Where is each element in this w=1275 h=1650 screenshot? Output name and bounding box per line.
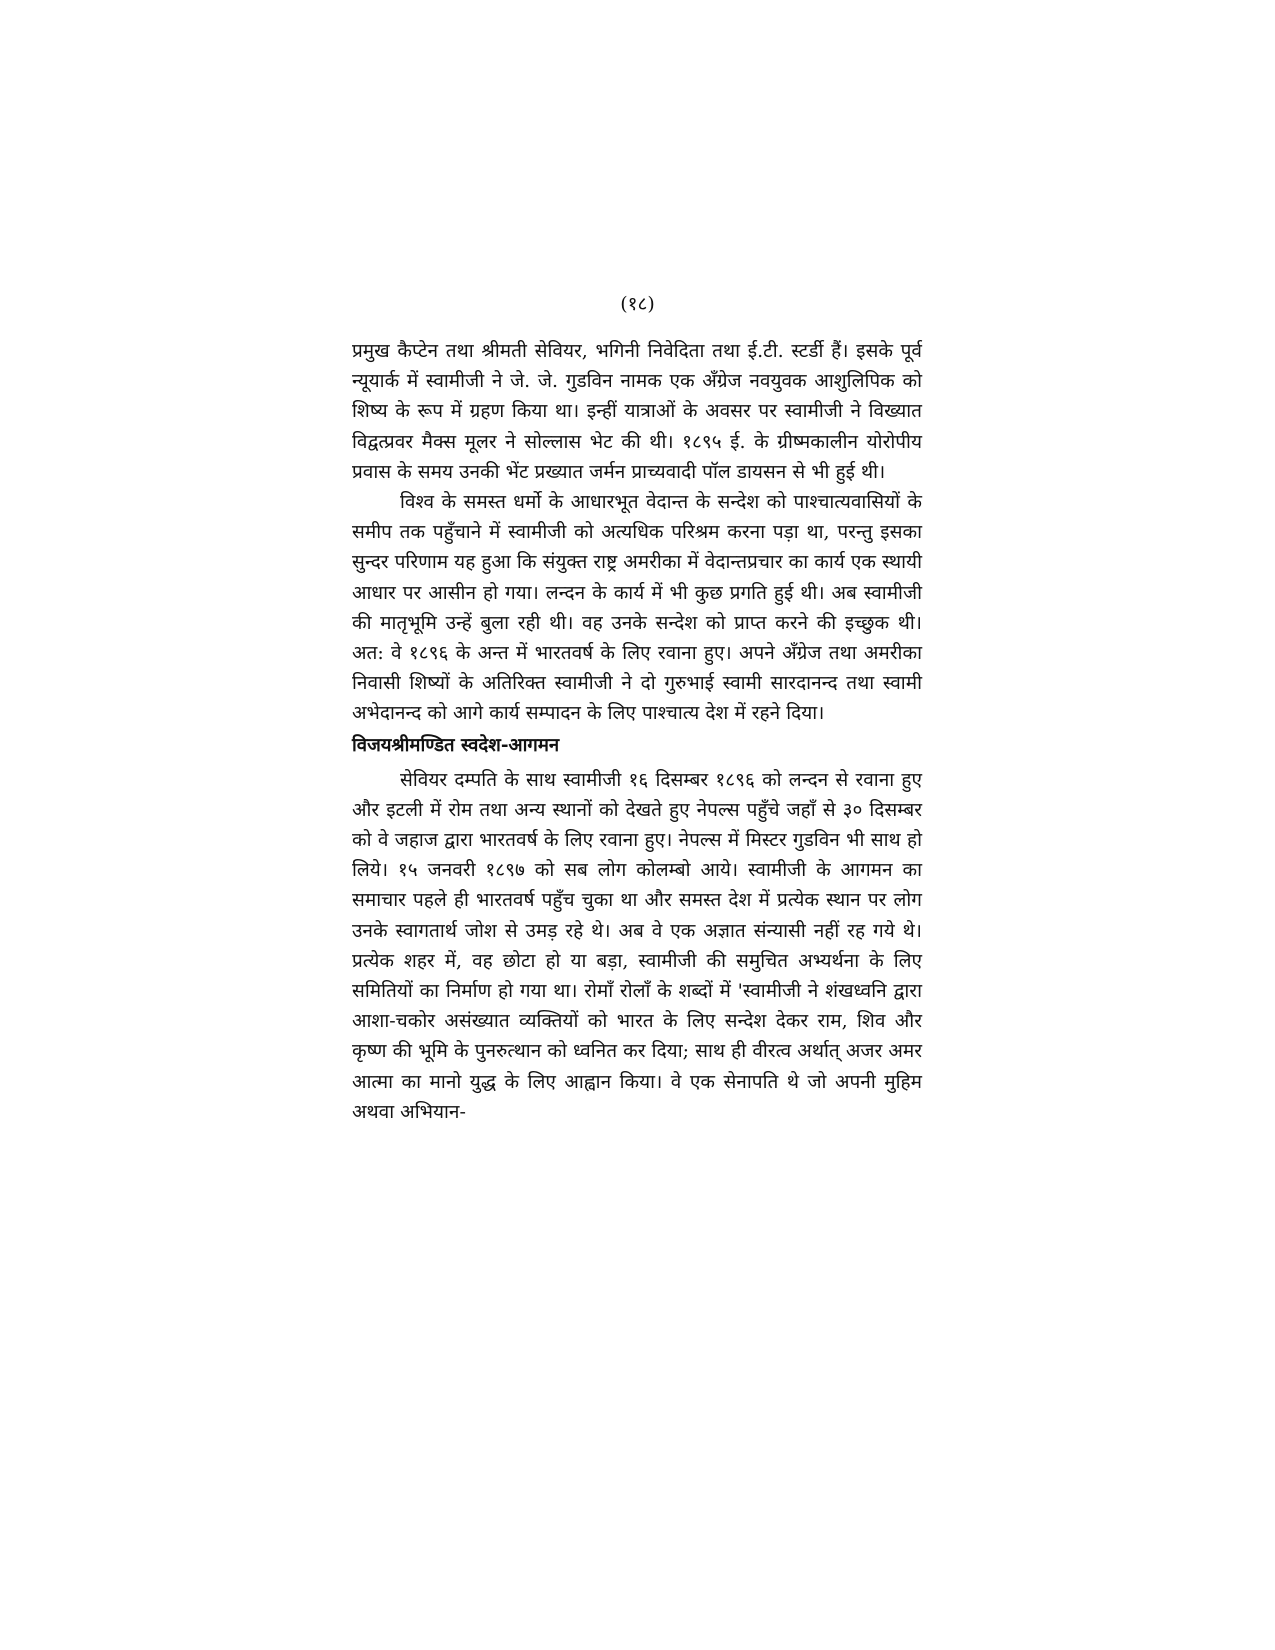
body-text — [352, 336, 922, 1127]
paragraph-return-journey: सेवियर दम्पति के साथ स्वामीजी १६ दिसम्बर १८९६ को लन्दन से रवाना हुए और इटली में रोम तथा अन्य स्थानों को देखते हुए नेपल्स पहुँचे जहाँ से ३० दिसम्बर को वे जहाज द्वारा भारतवर्ष के लिए रवाना हुए। नेपल्स में मिस्टर गुडविन भी साथ हो लिये। १५ जनवरी १८९७ को सब लोग कोलम्बो आये। स्वामीजी के आगमन का समाचार पहले ही भारतवर्ष पहुँच चुका था और समस्त देश में प्रत्येक स्थान पर लोग उनके स्वागतार्थ जोश से उमड़ रहे थे। अब वे एक अज्ञात संन्यासी नहीं रह गये थे। प्रत्येक शहर में, वह छोटा हो या बड़ा, स्वामीजी की समुचित अभ्यर्थना के लिए समितियों का निर्माण हो गया था। रोमाँ रोलाँ के शब्दों में 'स्वामीजी ने शंखध्वनि द्वारा आशा-चकोर असंख्यात व्यक्तियों को भारत के लिए सन्देश देकर राम, शिव और कृष्ण की भूमि के पुनरुत्थान को ध्वनित कर दिया; साथ ही वीरत्व अर्थात् अजर अमर आत्मा का मानो युद्ध के लिए आह्वान किया। वे एक सेनापति थे जो अपनी मुहिम अथवा अभियान- — [352, 768, 922, 1123]
paragraph-vedanta-message: विश्व के समस्त धर्मो के आधारभूत वेदान्त के सन्देश को पाश्चात्यवासियों के समीप तक पहुँचाने में स्वामीजी को अत्यधिक परिश्रम करना पड़ा था, परन्तु इसका सुन्दर परिणाम यह हुआ कि संयुक्त राष्ट्र अमरीका में वेदान्तप्रचार का कार्य एक स्थायी आधार पर आसीन हो गया। लन्दन के कार्य में भी कुछ प्रगति हुई थी। अब स्वामीजी की मातृभूमि उन्हें बुला रही थी। वह उनके सन्देश को प्राप्त करने की इच्छुक थी। अत: वे १८९६ के अन्त में भारतवर्ष के लिए रवाना हुए। अपने अँग्रेज तथा अमरीका निवासी शिष्यों के अतिरिक्त स्वामीजी ने दो गुरुभाई स्वामी सारदानन्द तथा स्वामी अभेदानन्द को आगे कार्य सम्पादन के लिए पाश्चात्य देश में रहने दिया। — [352, 491, 922, 725]
section-heading: विजयश्रीमण्डित स्वदेश-आगमन — [352, 734, 560, 756]
page-number: (१८) — [620, 293, 655, 315]
paragraph-continuation: प्रमुख कैप्टेन तथा श्रीमती सेवियर, भगिनी निवेदिता तथा ई.टी. स्टर्डी हैं। इसके पूर्व न्यूयार्क में स्वामीजी ने जे. जे. गुडविन नामक एक अँग्रेज नवयुवक आशुलिपिक को शिष्य के रूप में ग्रहण किया था। इन्हीं यात्राओं के अवसर पर स्वामीजी ने विख्यात विद्वत्प्रवर मैक्स मूलर ने सोल्लास भेट की थी। १८९५ ई. के ग्रीष्मकालीन योरोपीय प्रवास के समय उनकी भेंट प्रख्यात जर्मन प्राच्यवादी पॉल डायसन से भी हुई थी। — [352, 340, 922, 483]
